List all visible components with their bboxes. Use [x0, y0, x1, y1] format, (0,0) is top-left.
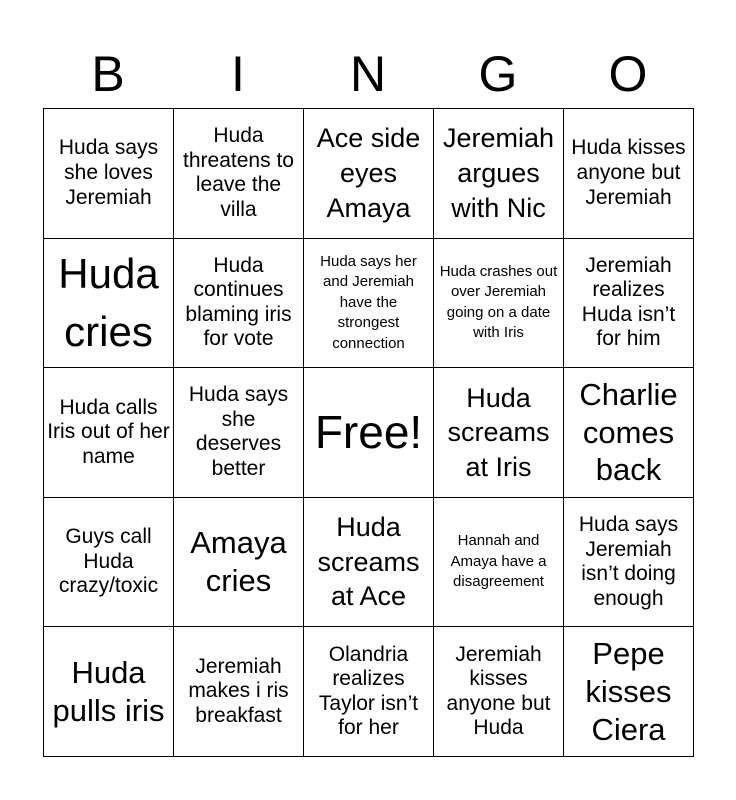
bingo-cell-r2-c1[interactable] [44, 239, 174, 369]
header-letter-g: G [478, 46, 518, 102]
bingo-cell-r3-c5[interactable] [564, 368, 694, 498]
cell-text: Huda says she loves Jeremiah [58, 136, 159, 209]
cell-text: Huda says her and Jeremiah have the strongest connection [320, 252, 417, 352]
bingo-cell-r5-c1[interactable] [44, 627, 174, 757]
cell-text: Huda cries [58, 249, 159, 355]
bingo-cell-r2-c5[interactable] [564, 239, 694, 369]
cell-text: Huda kisses anyone but Jeremiah [571, 136, 686, 209]
cell-text: Huda screams at Iris [447, 382, 550, 482]
bingo-cell-r1-c5[interactable] [564, 109, 694, 239]
bingo-cell-r3-c1[interactable] [44, 368, 174, 498]
bingo-cell-r4-c2[interactable] [174, 498, 304, 628]
bingo-cell-r5-c2[interactable] [174, 627, 304, 757]
header-letter-n: N [349, 46, 387, 102]
header-letter-o: O [608, 46, 648, 102]
bingo-header [43, 40, 693, 108]
cell-text: Jeremiah realizes Huda isn’t for him [581, 253, 676, 351]
bingo-cell-r2-c4[interactable] [434, 239, 564, 369]
cell-text: Huda calls Iris out of her name [47, 395, 170, 468]
cell-text: Free! [314, 405, 423, 458]
cell-text: Hannah and Amaya have a disagreement [450, 532, 547, 591]
cell-text: Olandria realizes Taylor isn’t for her [318, 642, 419, 740]
cell-text: Ace side eyes Amaya [316, 123, 421, 223]
bingo-cell-r2-c2[interactable] [174, 239, 304, 369]
cell-text: Jeremiah kisses anyone but Huda [446, 642, 551, 740]
bingo-cell-free[interactable] [304, 368, 434, 498]
bingo-cell-r4-c5[interactable] [564, 498, 694, 628]
cell-text: Jeremiah makes i ris breakfast [188, 654, 289, 727]
bingo-cell-r4-c3[interactable] [304, 498, 434, 628]
bingo-cell-r3-c2[interactable] [174, 368, 304, 498]
cell-text: Huda pulls iris [52, 654, 165, 728]
bingo-cell-r4-c4[interactable] [434, 498, 564, 628]
cell-text: Pepe kisses Ciera [585, 635, 672, 747]
cell-text: Jeremiah argues with Nic [442, 123, 555, 223]
header-letter-i: I [231, 46, 245, 102]
cell-text: Charlie comes back [579, 376, 678, 488]
cell-text: Amaya cries [190, 525, 287, 599]
bingo-cell-r1-c3[interactable] [304, 109, 434, 239]
bingo-cell-r1-c1[interactable] [44, 109, 174, 239]
bingo-cell-r5-c3[interactable] [304, 627, 434, 757]
bingo-cell-r3-c4[interactable] [434, 368, 564, 498]
bingo-cell-r1-c2[interactable] [174, 109, 304, 239]
cell-text: Huda says Jeremiah isn’t doing enough [578, 512, 679, 610]
cell-text: Huda threatens to leave the villa [183, 124, 294, 221]
cell-text: Huda screams at Ace [317, 512, 420, 612]
header-letter-b: B [91, 46, 125, 102]
bingo-cell-r5-c4[interactable] [434, 627, 564, 757]
cell-text: Huda crashes out over Jeremiah going on a date with Iris [439, 262, 558, 342]
bingo-cell-r1-c4[interactable] [434, 109, 564, 239]
cell-text: Huda continues blaming iris for vote [185, 253, 292, 351]
bingo-cell-r5-c5[interactable] [564, 627, 694, 757]
bingo-cell-r2-c3[interactable] [304, 239, 434, 369]
bingo-cell-r4-c1[interactable] [44, 498, 174, 628]
cell-text: Huda says she deserves better [188, 383, 289, 481]
cell-text: Guys call Huda crazy/toxic [58, 525, 159, 598]
bingo-board [43, 108, 694, 757]
